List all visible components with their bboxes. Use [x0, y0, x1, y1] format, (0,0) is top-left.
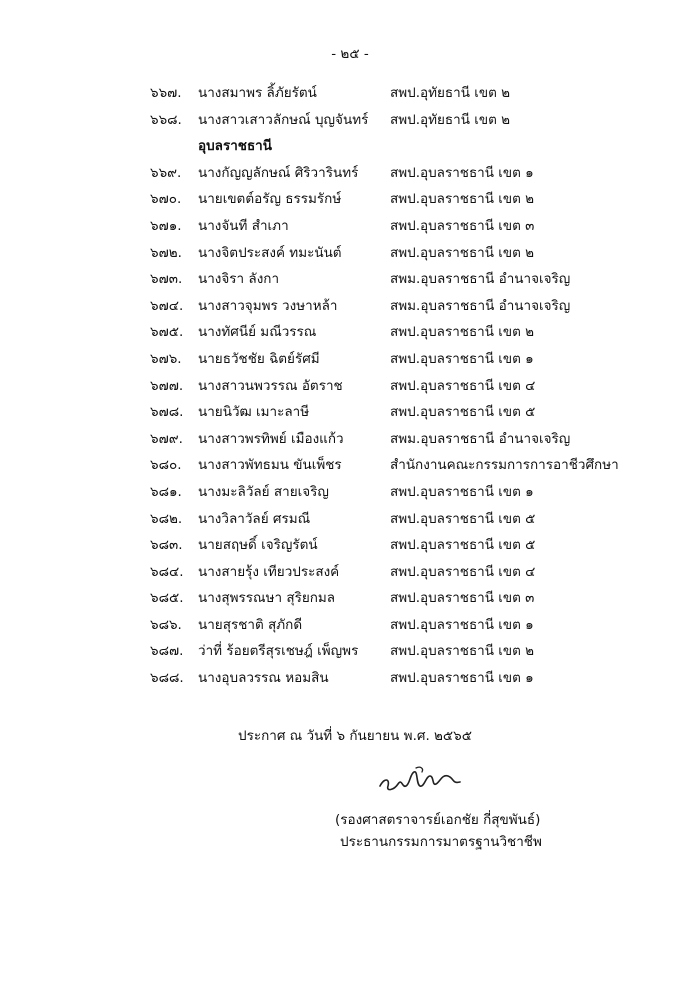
entry-name: นางอุบลวรรณ หอมสิน	[198, 670, 329, 687]
list-item	[0, 213, 700, 240]
entry-office: สพป.อุบลราชธานี เขต ๑	[390, 164, 534, 181]
entry-name: นางสุพรรณษา สุริยกมล	[198, 590, 336, 607]
entry-number: ๖๗๖.	[150, 350, 182, 367]
list-item	[0, 240, 700, 267]
entry-office: สพป.อุบลราชธานี เขต ๓	[390, 217, 535, 234]
entry-name: นายสฤษดิ์ เจริญรัตน์	[198, 537, 318, 554]
entry-name: นายเขตต์อรัญ ธรรมรักษ์	[198, 191, 342, 208]
entry-name: นางสาวพรทิพย์ เมืองแก้ว	[198, 430, 344, 447]
entry-number: ๖๗๑.	[150, 217, 182, 234]
entry-name: นางสาวเสาวลักษณ์ บุญจันทร์	[198, 111, 369, 128]
entry-office: สพม.อุบลราชธานี อำนาจเจริญ	[390, 297, 571, 314]
list-item	[0, 399, 700, 426]
entry-name: ว่าที่ ร้อยตรีสุรเชษฎ์ เพ็ญพร	[198, 643, 359, 660]
entry-office: สพป.อุบลราชธานี เขต ๑	[390, 670, 534, 687]
entry-name: นางมะลิวัลย์ สายเจริญ	[198, 483, 329, 500]
entry-number: ๖๗๒.	[150, 244, 182, 261]
entry-office: สพป.อุบลราชธานี เขต ๒	[390, 191, 535, 208]
entry-office: สำนักงานคณะกรรมการการอาชีวศึกษา	[390, 457, 619, 474]
list-item	[0, 266, 700, 293]
entry-name: นางวิลาวัลย์ ศรมณี	[198, 510, 311, 527]
entry-number: ๖๖๗.	[150, 85, 182, 101]
signature-icon	[376, 762, 466, 796]
entry-office: สพป.อุบลราชธานี เขต ๑	[390, 483, 534, 500]
list-item	[0, 107, 700, 134]
entry-name: นางสาวพัทธมน ขันเพ็ชร	[198, 457, 342, 474]
entry-office: สพป.อุบลราชธานี เขต ๑	[390, 350, 534, 367]
province-heading	[0, 133, 700, 160]
province-name: อุบลราชธานี	[198, 138, 272, 155]
entry-office: สพป.อุทัยธานี เขต ๒	[390, 111, 511, 128]
entry-name: นางสาวนพวรรณ อัตราช	[198, 377, 343, 394]
list-item	[0, 479, 700, 506]
list-item	[0, 665, 700, 692]
entry-name: นางสมาพร ลิ้ภัยรัตน์	[198, 85, 317, 101]
entry-number: ๖๘๐.	[150, 457, 182, 474]
entry-office: สพป.อุบลราชธานี เขต ๒	[390, 643, 535, 660]
entry-name: นางสาวจุมพร วงษาหล้า	[198, 297, 338, 314]
entry-name: นางจิตประสงค์ ทมะนันต์	[198, 244, 342, 261]
signer-position: ประธานกรรมการมาตรฐานวิชาชีพ	[340, 834, 542, 850]
list-item	[0, 160, 700, 187]
entry-number: ๖๗๓.	[150, 271, 183, 288]
entry-office: สพป.อุบลราชธานี เขต ๕	[390, 404, 536, 421]
entry-number: ๖๘๖.	[150, 616, 182, 633]
entry-office: สพป.อุบลราชธานี เขต ๓	[390, 590, 535, 607]
list-item	[0, 319, 700, 346]
entry-number: ๖๘๑.	[150, 483, 182, 500]
list-item	[0, 559, 700, 586]
entry-number: ๖๘๔.	[150, 563, 184, 580]
signer-name: (รองศาสตราจารย์เอกชัย กี่สุขพันธ์)	[335, 812, 541, 828]
list-item	[0, 186, 700, 213]
entry-name: นางกัญญลักษณ์ ศิริวารินทร์	[198, 164, 359, 181]
entry-number: ๖๘๓.	[150, 537, 183, 554]
entry-office: สพป.อุบลราชธานี เขต ๕	[390, 510, 536, 527]
list-item	[0, 373, 700, 400]
entry-name: นางจิรา ลังกา	[198, 271, 280, 288]
list-item	[0, 585, 700, 612]
entry-office: สพม.อุบลราชธานี อำนาจเจริญ	[390, 271, 571, 288]
entry-number: ๖๗๔.	[150, 297, 184, 314]
entry-name: นางสายรุ้ง เทียวประสงค์	[198, 563, 340, 580]
entry-office: สพป.อุบลราชธานี เขต ๑	[390, 616, 534, 633]
name-list	[0, 80, 700, 692]
list-item	[0, 293, 700, 320]
entry-number: ๖๘๒.	[150, 510, 183, 527]
list-item	[0, 80, 700, 107]
entry-number: ๖๗๘.	[150, 404, 184, 421]
entry-number: ๖๘๕.	[150, 590, 184, 607]
list-item	[0, 452, 700, 479]
entry-office: สพป.อุบลราชธานี เขต ๔	[390, 563, 536, 580]
announcement-date: ประกาศ ณ วันที่ ๖ กันยายน พ.ศ. ๒๕๖๕	[238, 728, 472, 744]
entry-number: ๖๘๘.	[150, 670, 184, 687]
entry-name: นายธวัชชัย ฉิตย์รัศมี	[198, 350, 320, 367]
list-item	[0, 426, 700, 453]
list-item	[0, 506, 700, 533]
entry-number: ๖๗๗.	[150, 377, 184, 394]
list-item	[0, 346, 700, 373]
entry-office: สพป.อุบลราชธานี เขต ๒	[390, 324, 535, 341]
entry-office: สพม.อุบลราชธานี อำนาจเจริญ	[390, 430, 571, 447]
entry-number: ๖๗๕.	[150, 324, 184, 341]
entry-office: สพป.อุบลราชธานี เขต ๕	[390, 537, 536, 554]
entry-name: นางจันที สำเภา	[198, 217, 289, 234]
entry-number: ๖๗๐.	[150, 191, 182, 208]
entry-number: ๖๖๘.	[150, 111, 182, 128]
entry-number: ๖๖๙.	[150, 164, 182, 181]
entry-name: นางทัศนีย์ มณีวรรณ	[198, 324, 317, 341]
entry-name: นายสุรชาติ สุภักดี	[198, 616, 303, 633]
entry-number: ๖๘๗.	[150, 643, 184, 660]
entry-office: สพป.อุบลราชธานี เขต ๔	[390, 377, 536, 394]
entry-office: สพป.อุบลราชธานี เขต ๒	[390, 244, 535, 261]
list-item	[0, 638, 700, 665]
list-item	[0, 612, 700, 639]
entry-office: สพป.อุทัยธานี เขต ๒	[390, 85, 511, 101]
entry-name: นายนิวัฒ เมาะลาษี	[198, 404, 310, 421]
list-item	[0, 532, 700, 559]
page-number: - ๒๕ -	[331, 46, 369, 62]
entry-number: ๖๗๙.	[150, 430, 183, 447]
